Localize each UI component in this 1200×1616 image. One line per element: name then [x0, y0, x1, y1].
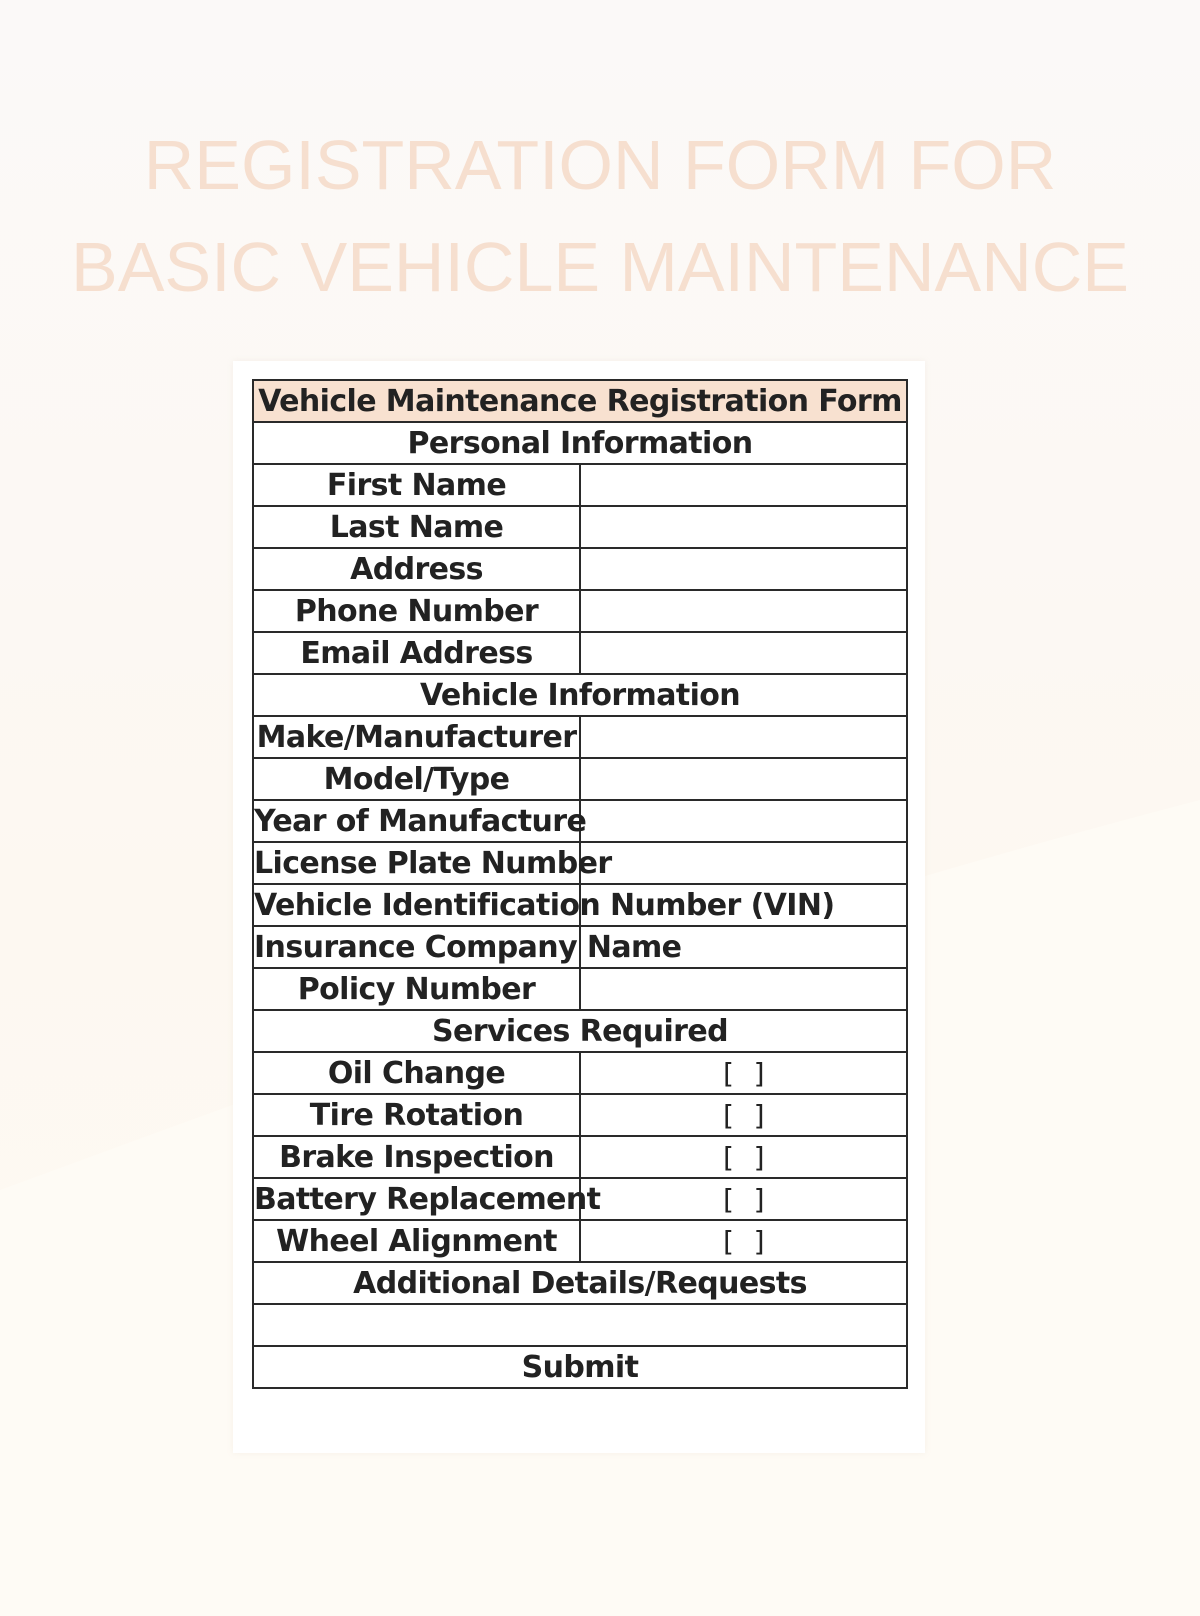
service-row — [253, 1094, 907, 1136]
vin-label: Vehicle Identification Number (VIN) — [253, 884, 580, 926]
tire-rotation-checkbox[interactable]: [ ] — [580, 1094, 907, 1136]
field-row — [253, 464, 907, 506]
service-row — [253, 1052, 907, 1094]
oil-change-checkbox[interactable]: [ ] — [580, 1052, 907, 1094]
license-plate-label: License Plate Number — [253, 842, 580, 884]
model-label: Model/Type — [253, 758, 580, 800]
section-row — [253, 1010, 907, 1052]
model-field[interactable] — [580, 758, 907, 800]
section-additional-details: Additional Details/Requests — [253, 1262, 907, 1304]
email-address-field[interactable] — [580, 632, 907, 674]
field-row — [253, 926, 907, 968]
page-title-line-1: REGISTRATION FORM FOR — [143, 126, 1057, 204]
brake-inspection-label: Brake Inspection — [253, 1136, 580, 1178]
form-header: Vehicle Maintenance Registration Form — [253, 380, 907, 422]
email-address-label: Email Address — [253, 632, 580, 674]
phone-number-label: Phone Number — [253, 590, 580, 632]
year-label: Year of Manufacture — [253, 800, 580, 842]
license-plate-field[interactable] — [580, 842, 907, 884]
submit-button[interactable]: Submit — [253, 1346, 907, 1388]
oil-change-label: Oil Change — [253, 1052, 580, 1094]
field-row — [253, 590, 907, 632]
first-name-field[interactable] — [580, 464, 907, 506]
brake-inspection-checkbox[interactable]: [ ] — [580, 1136, 907, 1178]
field-row — [253, 548, 907, 590]
address-label: Address — [253, 548, 580, 590]
section-row — [253, 674, 907, 716]
service-row — [253, 1178, 907, 1220]
tire-rotation-label: Tire Rotation — [253, 1094, 580, 1136]
wheel-alignment-label: Wheel Alignment — [253, 1220, 580, 1262]
field-row — [253, 632, 907, 674]
submit-row — [253, 1346, 907, 1388]
first-name-label: First Name — [253, 464, 580, 506]
field-row — [253, 842, 907, 884]
field-row — [253, 968, 907, 1010]
field-row — [253, 506, 907, 548]
insurance-company-label: Insurance Company Name — [253, 926, 580, 968]
field-row — [253, 884, 907, 926]
battery-replacement-label: Battery Replacement — [253, 1178, 580, 1220]
additional-details-field[interactable] — [253, 1304, 907, 1346]
field-row — [253, 758, 907, 800]
field-row — [253, 716, 907, 758]
policy-number-field[interactable] — [580, 968, 907, 1010]
last-name-label: Last Name — [253, 506, 580, 548]
field-row — [253, 800, 907, 842]
service-row — [253, 1220, 907, 1262]
make-label: Make/Manufacturer — [253, 716, 580, 758]
address-field[interactable] — [580, 548, 907, 590]
phone-number-field[interactable] — [580, 590, 907, 632]
form-header-row — [253, 380, 907, 422]
section-row — [253, 422, 907, 464]
section-personal-information: Personal Information — [253, 422, 907, 464]
policy-number-label: Policy Number — [253, 968, 580, 1010]
page-title-line-2: BASIC VEHICLE MAINTENANCE — [71, 228, 1129, 306]
last-name-field[interactable] — [580, 506, 907, 548]
wheel-alignment-checkbox[interactable]: [ ] — [580, 1220, 907, 1262]
battery-replacement-checkbox[interactable]: [ ] — [580, 1178, 907, 1220]
service-row — [253, 1136, 907, 1178]
registration-form-table — [252, 379, 908, 1389]
additional-details-row — [253, 1304, 907, 1346]
year-field[interactable] — [580, 800, 907, 842]
section-row — [253, 1262, 907, 1304]
section-services-required: Services Required — [253, 1010, 907, 1052]
make-field[interactable] — [580, 716, 907, 758]
section-vehicle-information: Vehicle Information — [253, 674, 907, 716]
